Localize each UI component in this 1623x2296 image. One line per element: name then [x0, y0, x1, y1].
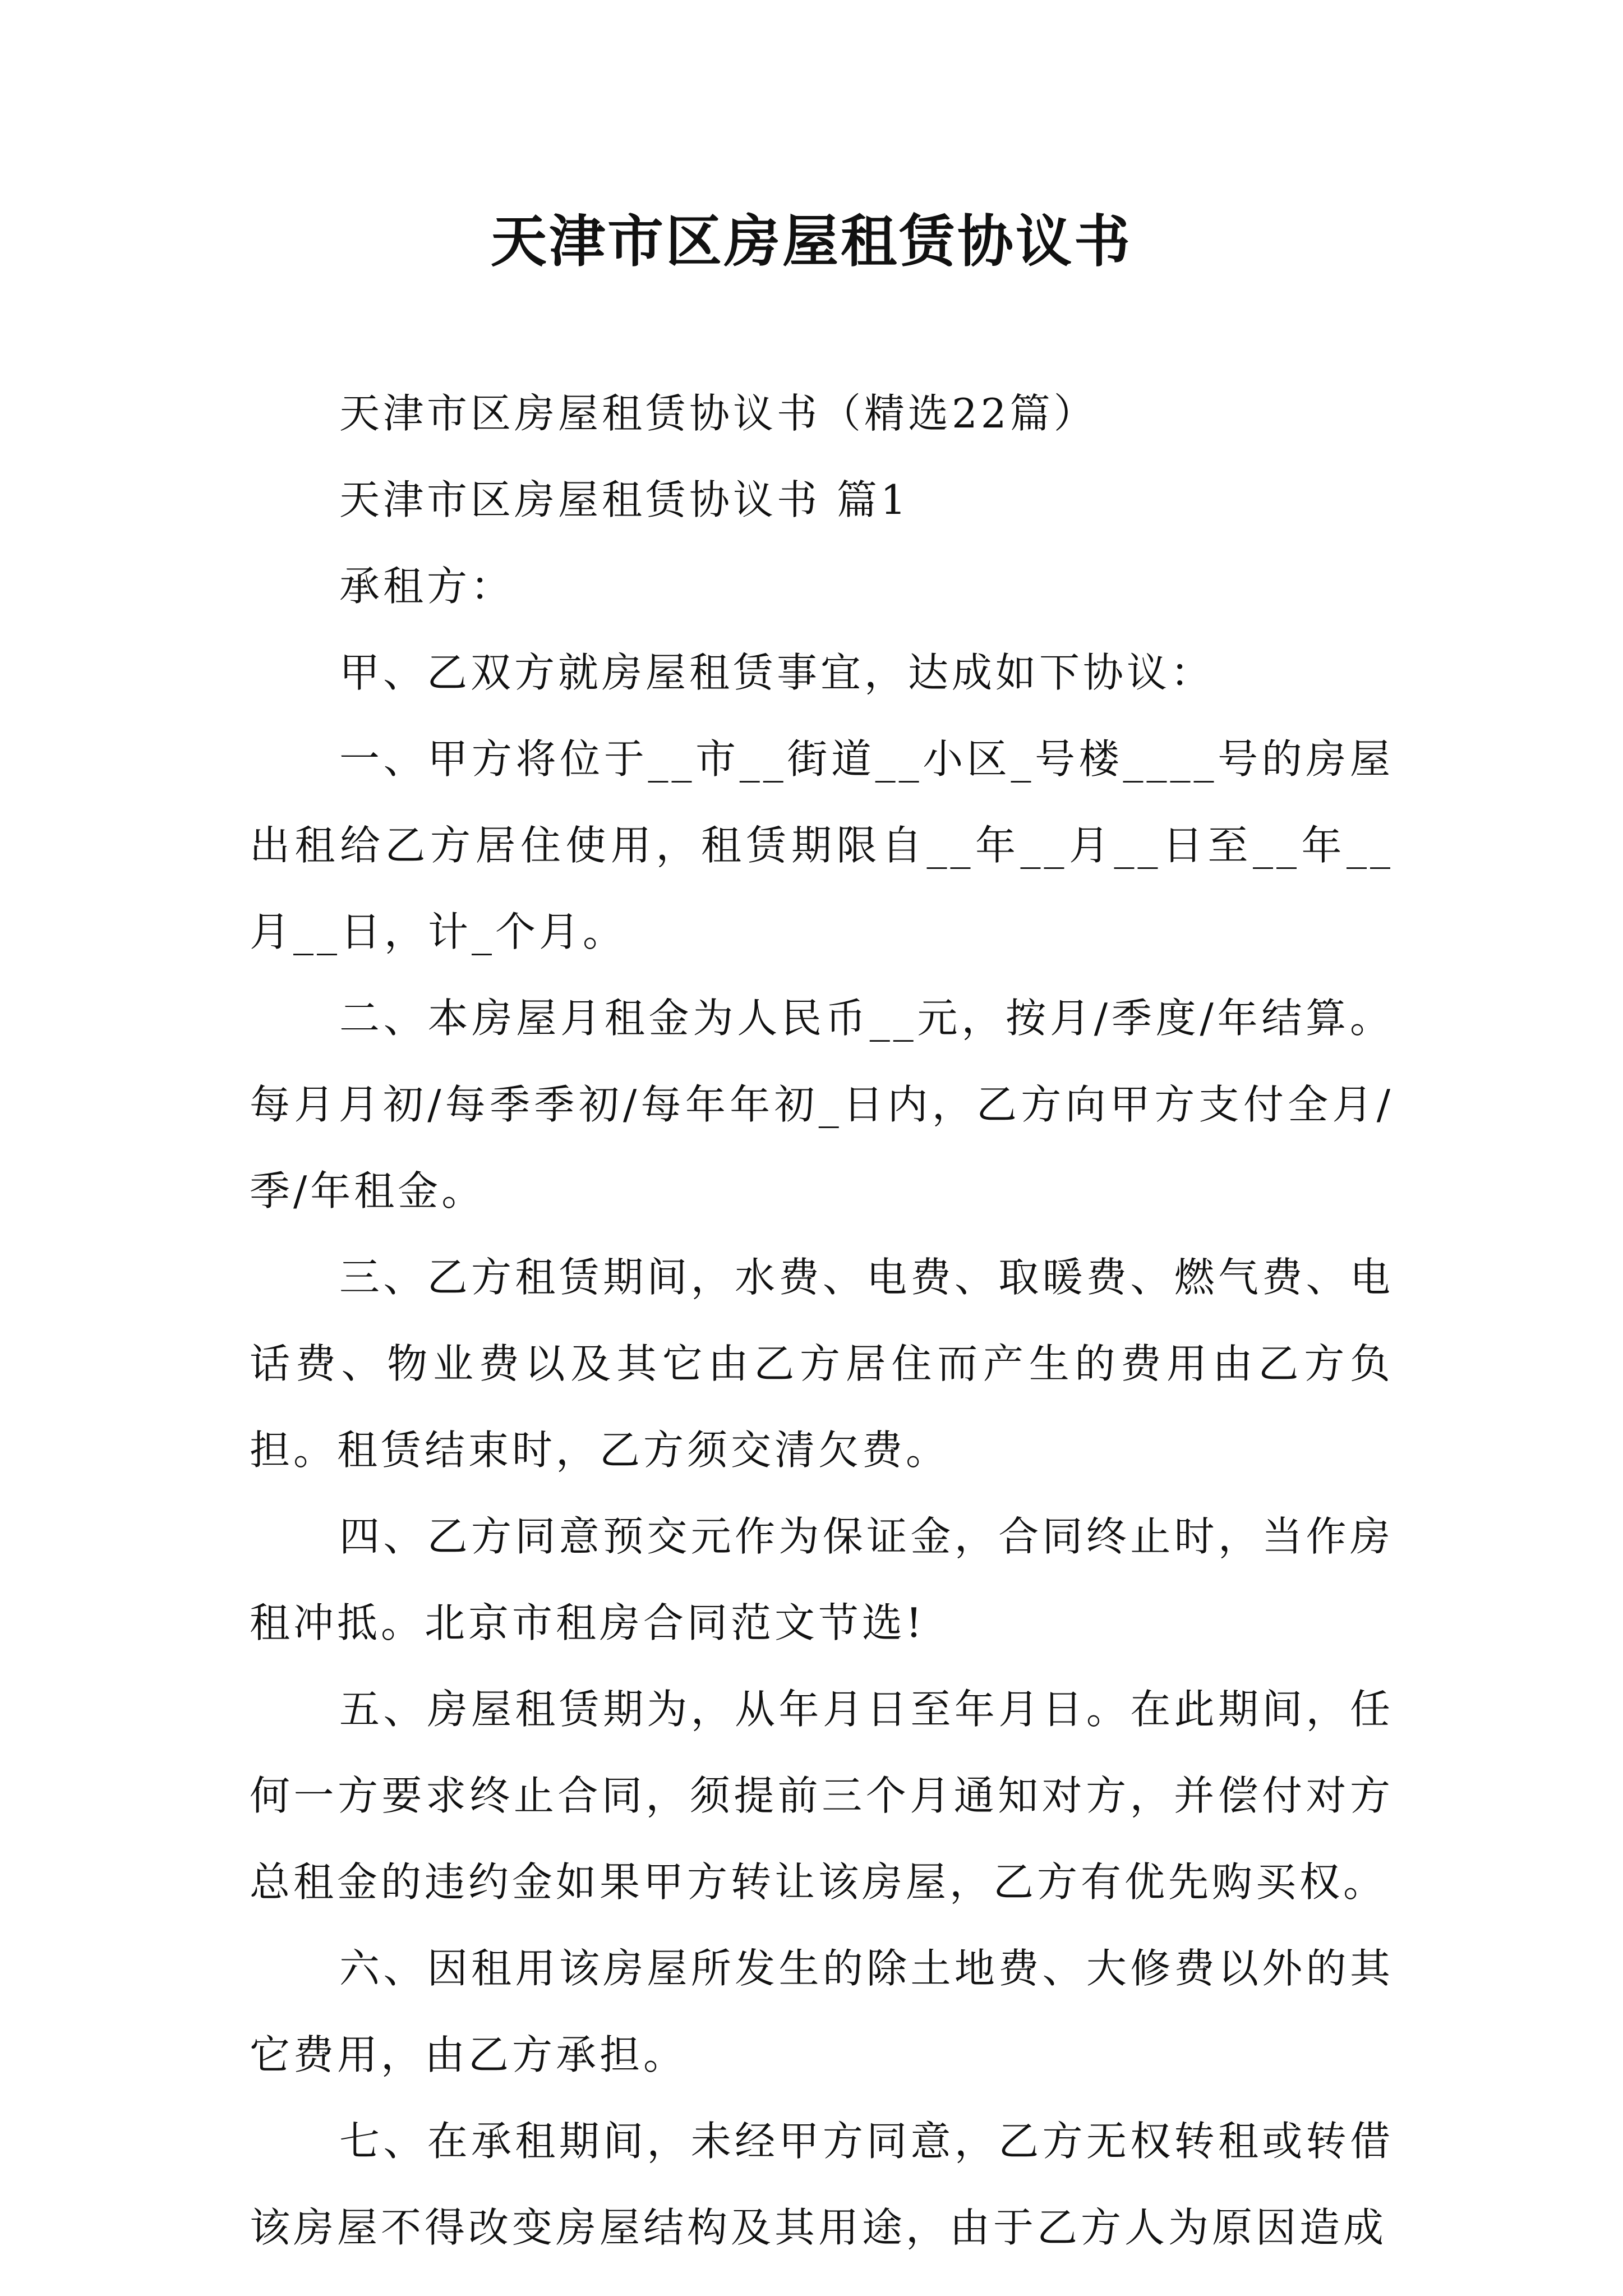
paragraph-clause-5: 五、房屋租赁期为，从年月日至年月日。在此期间，任何一方要求终止合同，须提前三个月通知对方，并偿付对方总租金的违约金如果甲方转让该房屋，乙方有优先购买权。 [250, 1686, 1394, 1906]
document-body [250, 370, 1394, 2271]
paragraph-collection-title: 天津市区房屋租赁协议书（精选22篇） [339, 390, 1098, 437]
paragraph-section-heading: 天津市区房屋租赁协议书 篇1 [339, 476, 910, 523]
paragraph-clause-1: 一、甲方将位于__市__街道__小区_号楼____号的房屋出租给乙方居住使用，租赁期限自__年__月__日至__年__月__日，计_个月。 [250, 735, 1394, 955]
paragraph-clause-7: 七、在承租期间，未经甲方同意，乙方无权转租或转借该房屋不得改变房屋结构及其用途，由于乙方人为原因造成 [250, 2118, 1394, 2251]
document-title: 天津市区房屋租赁协议书 [491, 208, 1132, 274]
paragraph-clause-6: 六、因租用该房屋所发生的除土地费、大修费以外的其它费用，由乙方承担。 [250, 1945, 1394, 2078]
paragraph-agreement-intro: 甲、乙双方就房屋租赁事宜，达成如下协议： [339, 649, 1215, 696]
paragraph-clause-4: 四、乙方同意预交元作为保证金，合同终止时，当作房租冲抵。北京市租房合同范文节选! [250, 1513, 1394, 1646]
paragraph-clause-2: 二、本房屋月租金为人民币__元，按月/季度/年结算。每月月初/每季季初/每年年初_日内，乙方向甲方支付全月/季/年租金。 [250, 995, 1394, 1214]
paragraph-clause-3: 三、乙方租赁期间，水费、电费、取暖费、燃气费、电话费、物业费以及其它由乙方居住而产生的费用由乙方负担。租赁结束时，乙方须交清欠费。 [250, 1254, 1394, 1474]
paragraph-lessee: 承租方： [339, 563, 515, 610]
